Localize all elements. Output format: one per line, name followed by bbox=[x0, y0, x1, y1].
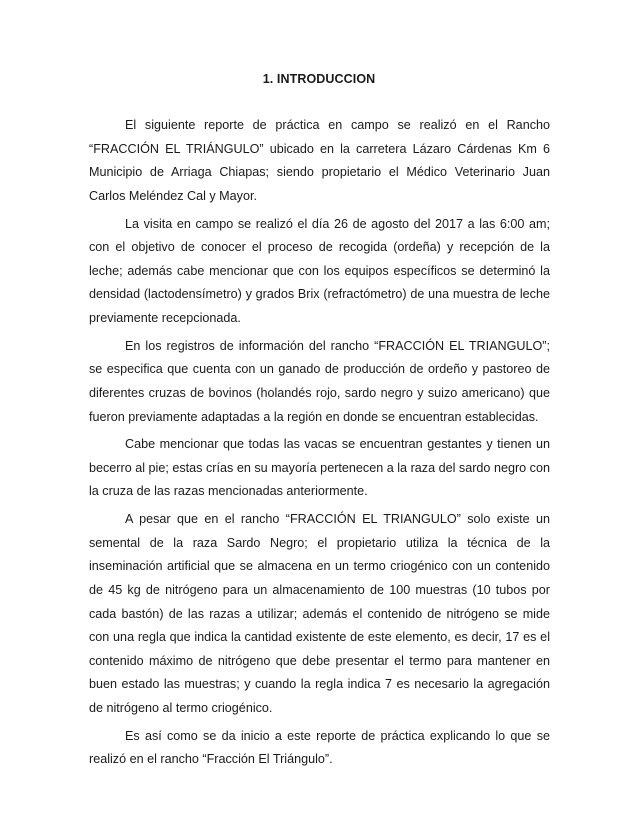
paragraph-3: En los registros de información del rancho “FRACCIÓN EL TRIANGULO”; se especifica que cuenta con un ganado de producción de ordeño y pastoreo de diferentes cruzas de bovinos (holandés rojo, sardo negro y suizo americano) que fueron previamente adaptadas a la región en donde se encuentran establecidas. bbox=[89, 338, 550, 424]
paragraph-4: Cabe mencionar que todas las vacas se encuentran gestantes y tienen un becerro al pie; estas crías en su mayoría pertenecen a la raza del sardo negro con la cruza de las razas mencionadas anteriormente. bbox=[89, 437, 550, 499]
paragraph-2: La visita en campo se realizó el día 26 de agosto del 2017 a las 6:00 am; con el objetivo de conocer el proceso de recogida (ordeña) y recepción de la leche; además cabe mencionar que con los equipos específicos se determinó la densidad (lactodensímetro) y grados Brix (refractómetro) de una muestra de leche previamente recepcionada. bbox=[89, 216, 550, 325]
section-heading: 1. INTRODUCCION bbox=[262, 72, 376, 86]
paragraph-5: A pesar que en el rancho “FRACCIÓN EL TRIANGULO” solo existe un semental de la raza Sardo Negro; el propietario utiliza la técnica de la inseminación artificial que se almacena en un termo criogénico con un contenido de 45 kg de nitrógeno para un almacenamiento de 100 muestras (10 tubos por cada bastón) de las razas a utilizar; además el contenido de nitrógeno se mide con una regla que indica la cantidad existente de este elemento, es decir, 17 es el contenido máximo de nitrógeno que debe presentar el termo para mantener en buen estado las muestras; y cuando la regla indica 7 es necesario la agregación de nitrógeno al termo criogénico. bbox=[89, 512, 550, 715]
paragraph-1: El siguiente reporte de práctica en campo se realizó en el Rancho “FRACCIÓN EL TRIÁNGULO” ubicado en la carretera Lázaro Cárdenas Km 6 Municipio de Arriaga Chiapas; siendo propietario el Médico Veterinario Juan Carlos Meléndez Cal y Mayor. bbox=[89, 118, 550, 203]
paragraph-6: Es así como se da inicio a este reporte de práctica explicando lo que se realizó en el rancho “Fracción El Triángulo”. bbox=[89, 728, 550, 767]
body-text bbox=[89, 114, 550, 776]
